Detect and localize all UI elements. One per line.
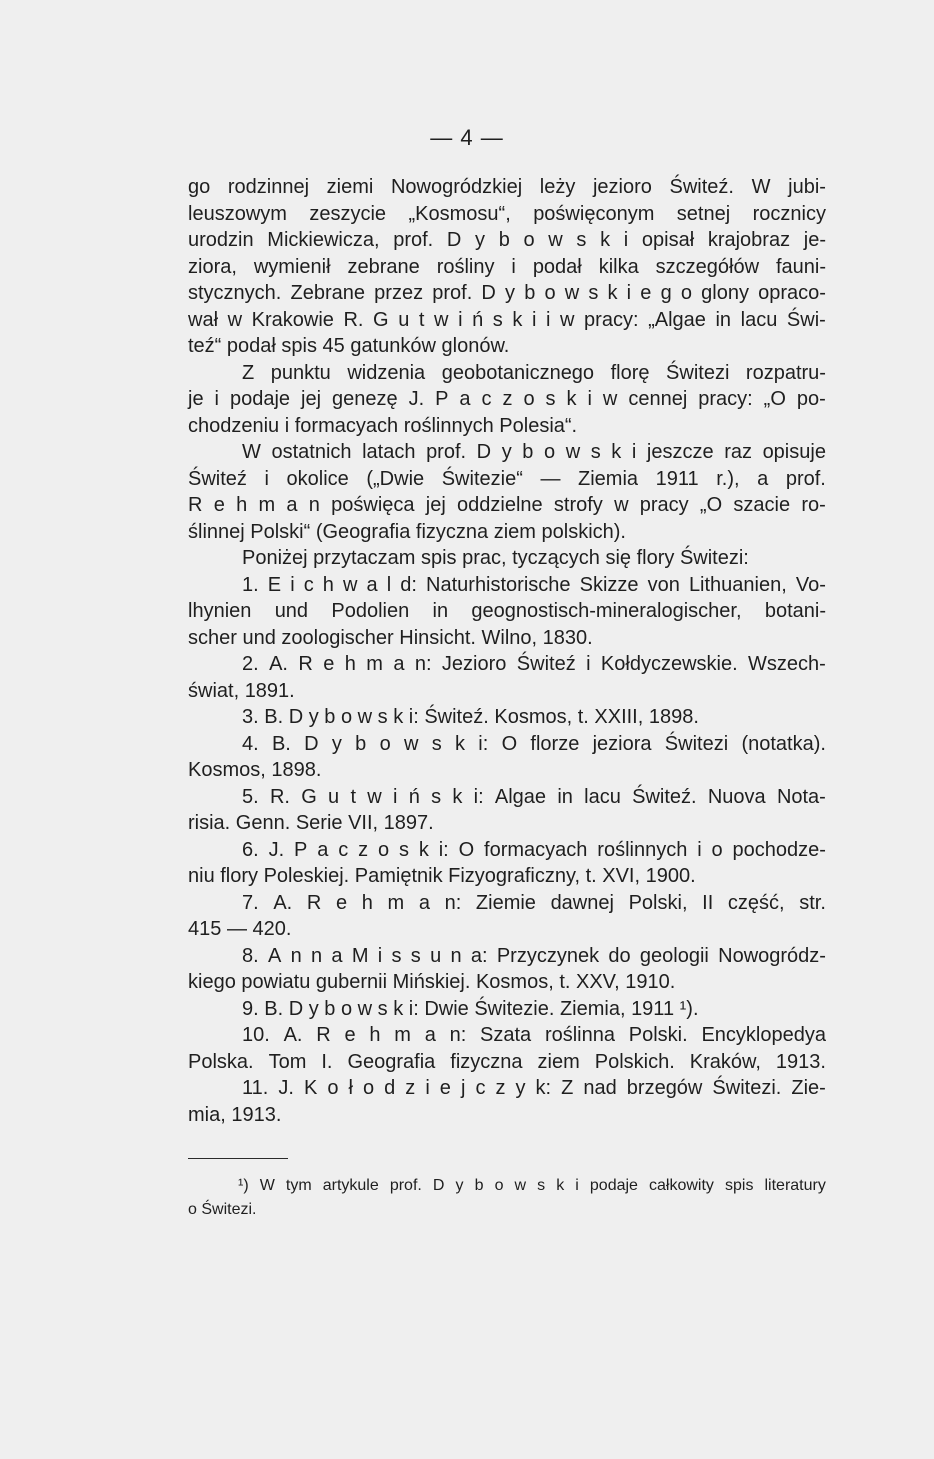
text-line: scher und zoologischer Hinsicht. Wilno, 1830.	[188, 626, 593, 649]
text-line: 10. A. R e h m a n: Szata roślinna Polski. Encyklopedya	[242, 1024, 826, 1046]
footnote	[188, 1174, 826, 1222]
text-line: leuszowym zeszycie „Kosmosu“, poświęconym setnej rocznicy	[188, 202, 826, 225]
page-number: — 4 —	[430, 125, 504, 150]
text-line: Kosmos, 1898.	[188, 759, 322, 781]
text-line: Z punktu widzenia geobotanicznego florę Świtezi rozpatru-	[242, 361, 826, 384]
text-line: ziora, wymienił zebrane rośliny i podał kilka szczegółów fauni-	[188, 255, 826, 278]
text-line: 1. E i c h w a l d: Naturhistorische Skizze von Lithuanien, Vo-	[242, 573, 826, 596]
text-line: 8. A n n a M i s s u n a: Przyczynek do geologii Nowogródz-	[242, 944, 826, 967]
text-line: 2. A. R e h m a n: Jezioro Świteź i Kołdyczewskie. Wszech-	[242, 653, 826, 675]
footnote-line: ¹) W tym artykule prof. D y b o w s k i podaje całkowity spis literatury	[238, 1177, 826, 1194]
text-line: je i podaje jej genezę J. P a c z o s k i w cennej pracy: „O po-	[188, 388, 826, 410]
text-line: mia, 1913.	[188, 1103, 282, 1126]
text-line: Poniżej przytaczam spis prac, tyczących się flory Świtezi:	[242, 547, 749, 569]
text-line: niu flory Poleskiej. Pamiętnik Fizyograficzny, t. XVI, 1900.	[188, 865, 696, 887]
text-line: lhynien und Podolien in geognostisch-mineralogischer, botani-	[188, 600, 826, 622]
text-line: świat, 1891.	[188, 679, 295, 702]
text-line: wał w Krakowie R. G u t w i ń s k i i w pracy: „Algae in lacu Świ-	[188, 308, 826, 331]
body-text	[188, 174, 826, 1128]
text-line: 11. J. K o ł o d z i e j c z y k: Z nad brzegów Świtezi. Zie-	[242, 1077, 826, 1099]
footnote-line: o Świtezi.	[188, 1201, 257, 1218]
text-line: 415 — 420.	[188, 918, 292, 940]
text-line: 6. J. P a c z o s k i: O formacyach roślinnych i o pochodze-	[242, 838, 826, 861]
text-line: chodzeniu i formacyach roślinnych Polesia“.	[188, 414, 578, 437]
text-line: 4. B. D y b o w s k i: O florze jeziora Świtezi (notatka).	[242, 732, 826, 755]
text-line: teź“ podał spis 45 gatunków glonów.	[188, 335, 510, 357]
text-line: 3. B. D y b o w s k i: Świteź. Kosmos, t. XXIII, 1898.	[242, 706, 699, 728]
text-line: 7. A. R e h m a n: Ziemie dawnej Polski, II część, str.	[242, 891, 826, 914]
text-line: 5. R. G u t w i ń s k i: Algae in lacu Świteź. Nuova Nota-	[242, 785, 826, 808]
text-line: Polska. Tom I. Geografia fizyczna ziem Polskich. Kraków, 1913.	[188, 1050, 826, 1073]
text-line: go rodzinnej ziemi Nowogródzkiej leży jezioro Świteź. W jubi-	[188, 176, 826, 198]
text-line: W ostatnich latach prof. D y b o w s k i jeszcze raz opisuje	[242, 441, 826, 463]
text-line: risia. Genn. Serie VII, 1897.	[188, 812, 434, 834]
text-line: stycznych. Zebrane przez prof. D y b o w s k i e g o glony opraco-	[188, 282, 826, 304]
text-line: ślinnej Polski“ (Geografia fizyczna ziem polskich).	[188, 520, 626, 543]
text-line: Świteź i okolice („Dwie Świtezie“ — Ziemia 1911 r.), a prof.	[188, 467, 826, 490]
footnote-divider	[188, 1158, 288, 1159]
text-line: kiego powiatu gubernii Mińskiej. Kosmos, t. XXV, 1910.	[188, 971, 676, 993]
text-line: R e h m a n poświęca jej oddzielne strofy w pracy „O szacie ro-	[188, 494, 826, 516]
text-line: 9. B. D y b o w s k i: Dwie Świtezie. Ziemia, 1911 ¹).	[242, 997, 699, 1020]
text-line: urodzin Mickiewicza, prof. D y b o w s k i opisał krajobraz je-	[188, 229, 826, 251]
